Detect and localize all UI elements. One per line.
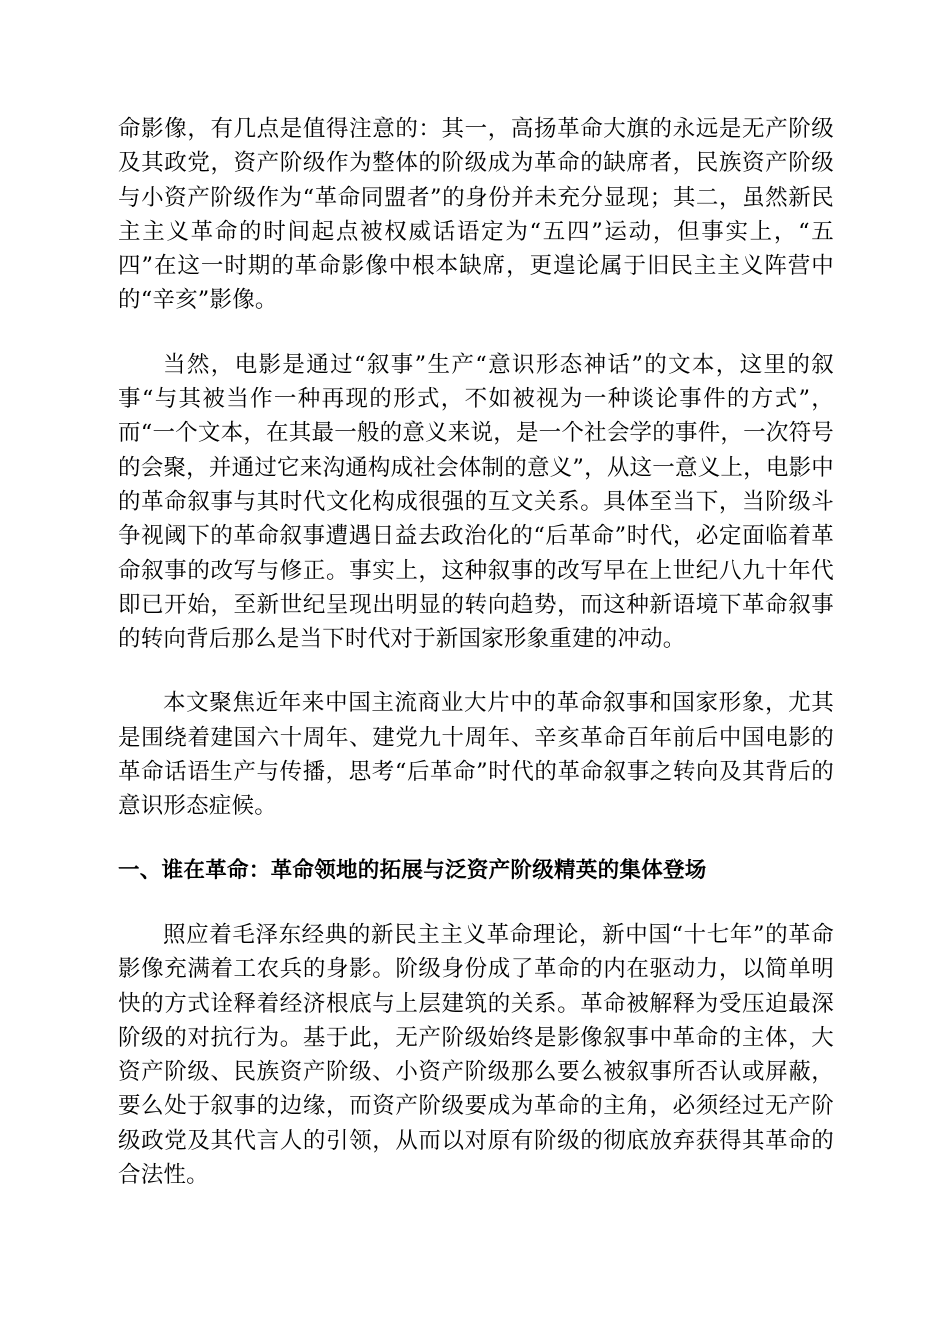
document-body bbox=[118, 112, 834, 1222]
paragraph-section-one: 照应着毛泽东经典的新民主主义革命理论，新中国“十七年”的革命影像充满着工农兵的身影。阶级身份成了革命的内在驱动力，以简单明快的方式诠释着经济根底与上层建筑的关系。革命被解释为受压迫最深阶级的对抗行为。基于此，无产阶级始终是影像叙事中革命的主体，大资产阶级、民族资产阶级、小资产阶级那么要么被叙事所否认或屏蔽，要么处于叙事的边缘，而资产阶级要成为革命的主角，必须经过无产阶级政党及其代言人的引领，从而以对原有阶级的彻底放弃获得其革命的合法性。 bbox=[118, 921, 834, 1189]
section-heading: 一、谁在革命：革命领地的拓展与泛资产阶级精英的集体登场 bbox=[118, 857, 707, 883]
paragraph-focus: 本文聚焦近年来中国主流商业大片中的革命叙事和国家形象，尤其是围绕着建国六十周年、建党九十周年、辛亥革命百年前后中国电影的革命话语生产与传播，思考“后革命”时代的革命叙事之转向及其背后的意识形态症候。 bbox=[118, 690, 834, 820]
paragraph-narrative: 当然，电影是通过“叙事”生产“意识形态神话”的文本，这里的叙事“与其被当作一种再现的形式，不如被视为一种谈论事件的方式”，而“一个文本，在其最一般的意义来说，是一个社会学的事件，一次符号的会聚，并通过它来沟通构成社会体制的意义”，从这一意义上，电影中的革命叙事与其时代文化构成很强的互文关系。具体至当下，当阶级斗争视阈下的革命叙事遭遇日益去政治化的“后革命”时代，必定面临着革命叙事的改写与修正。事实上，这种叙事的改写早在上世纪八九十年代即已开始，至新世纪呈现出明显的转向趋势，而这种新语境下革命叙事的转向背后那么是当下时代对于新国家形象重建的冲动。 bbox=[118, 351, 834, 653]
paragraph-continuation: 命影像，有几点是值得注意的：其一，高扬革命大旗的永远是无产阶级及其政党，资产阶级作为整体的阶级成为革命的缺席者，民族资产阶级与小资产阶级作为“革命同盟者”的身份并未充分显现；其二，虽然新民主主义革命的时间起点被权威话语定为“五四”运动，但事实上，“五四”在这一时期的革命影像中根本缺席，更遑论属于旧民主主义阵营中的“辛亥”影像。 bbox=[118, 116, 834, 314]
